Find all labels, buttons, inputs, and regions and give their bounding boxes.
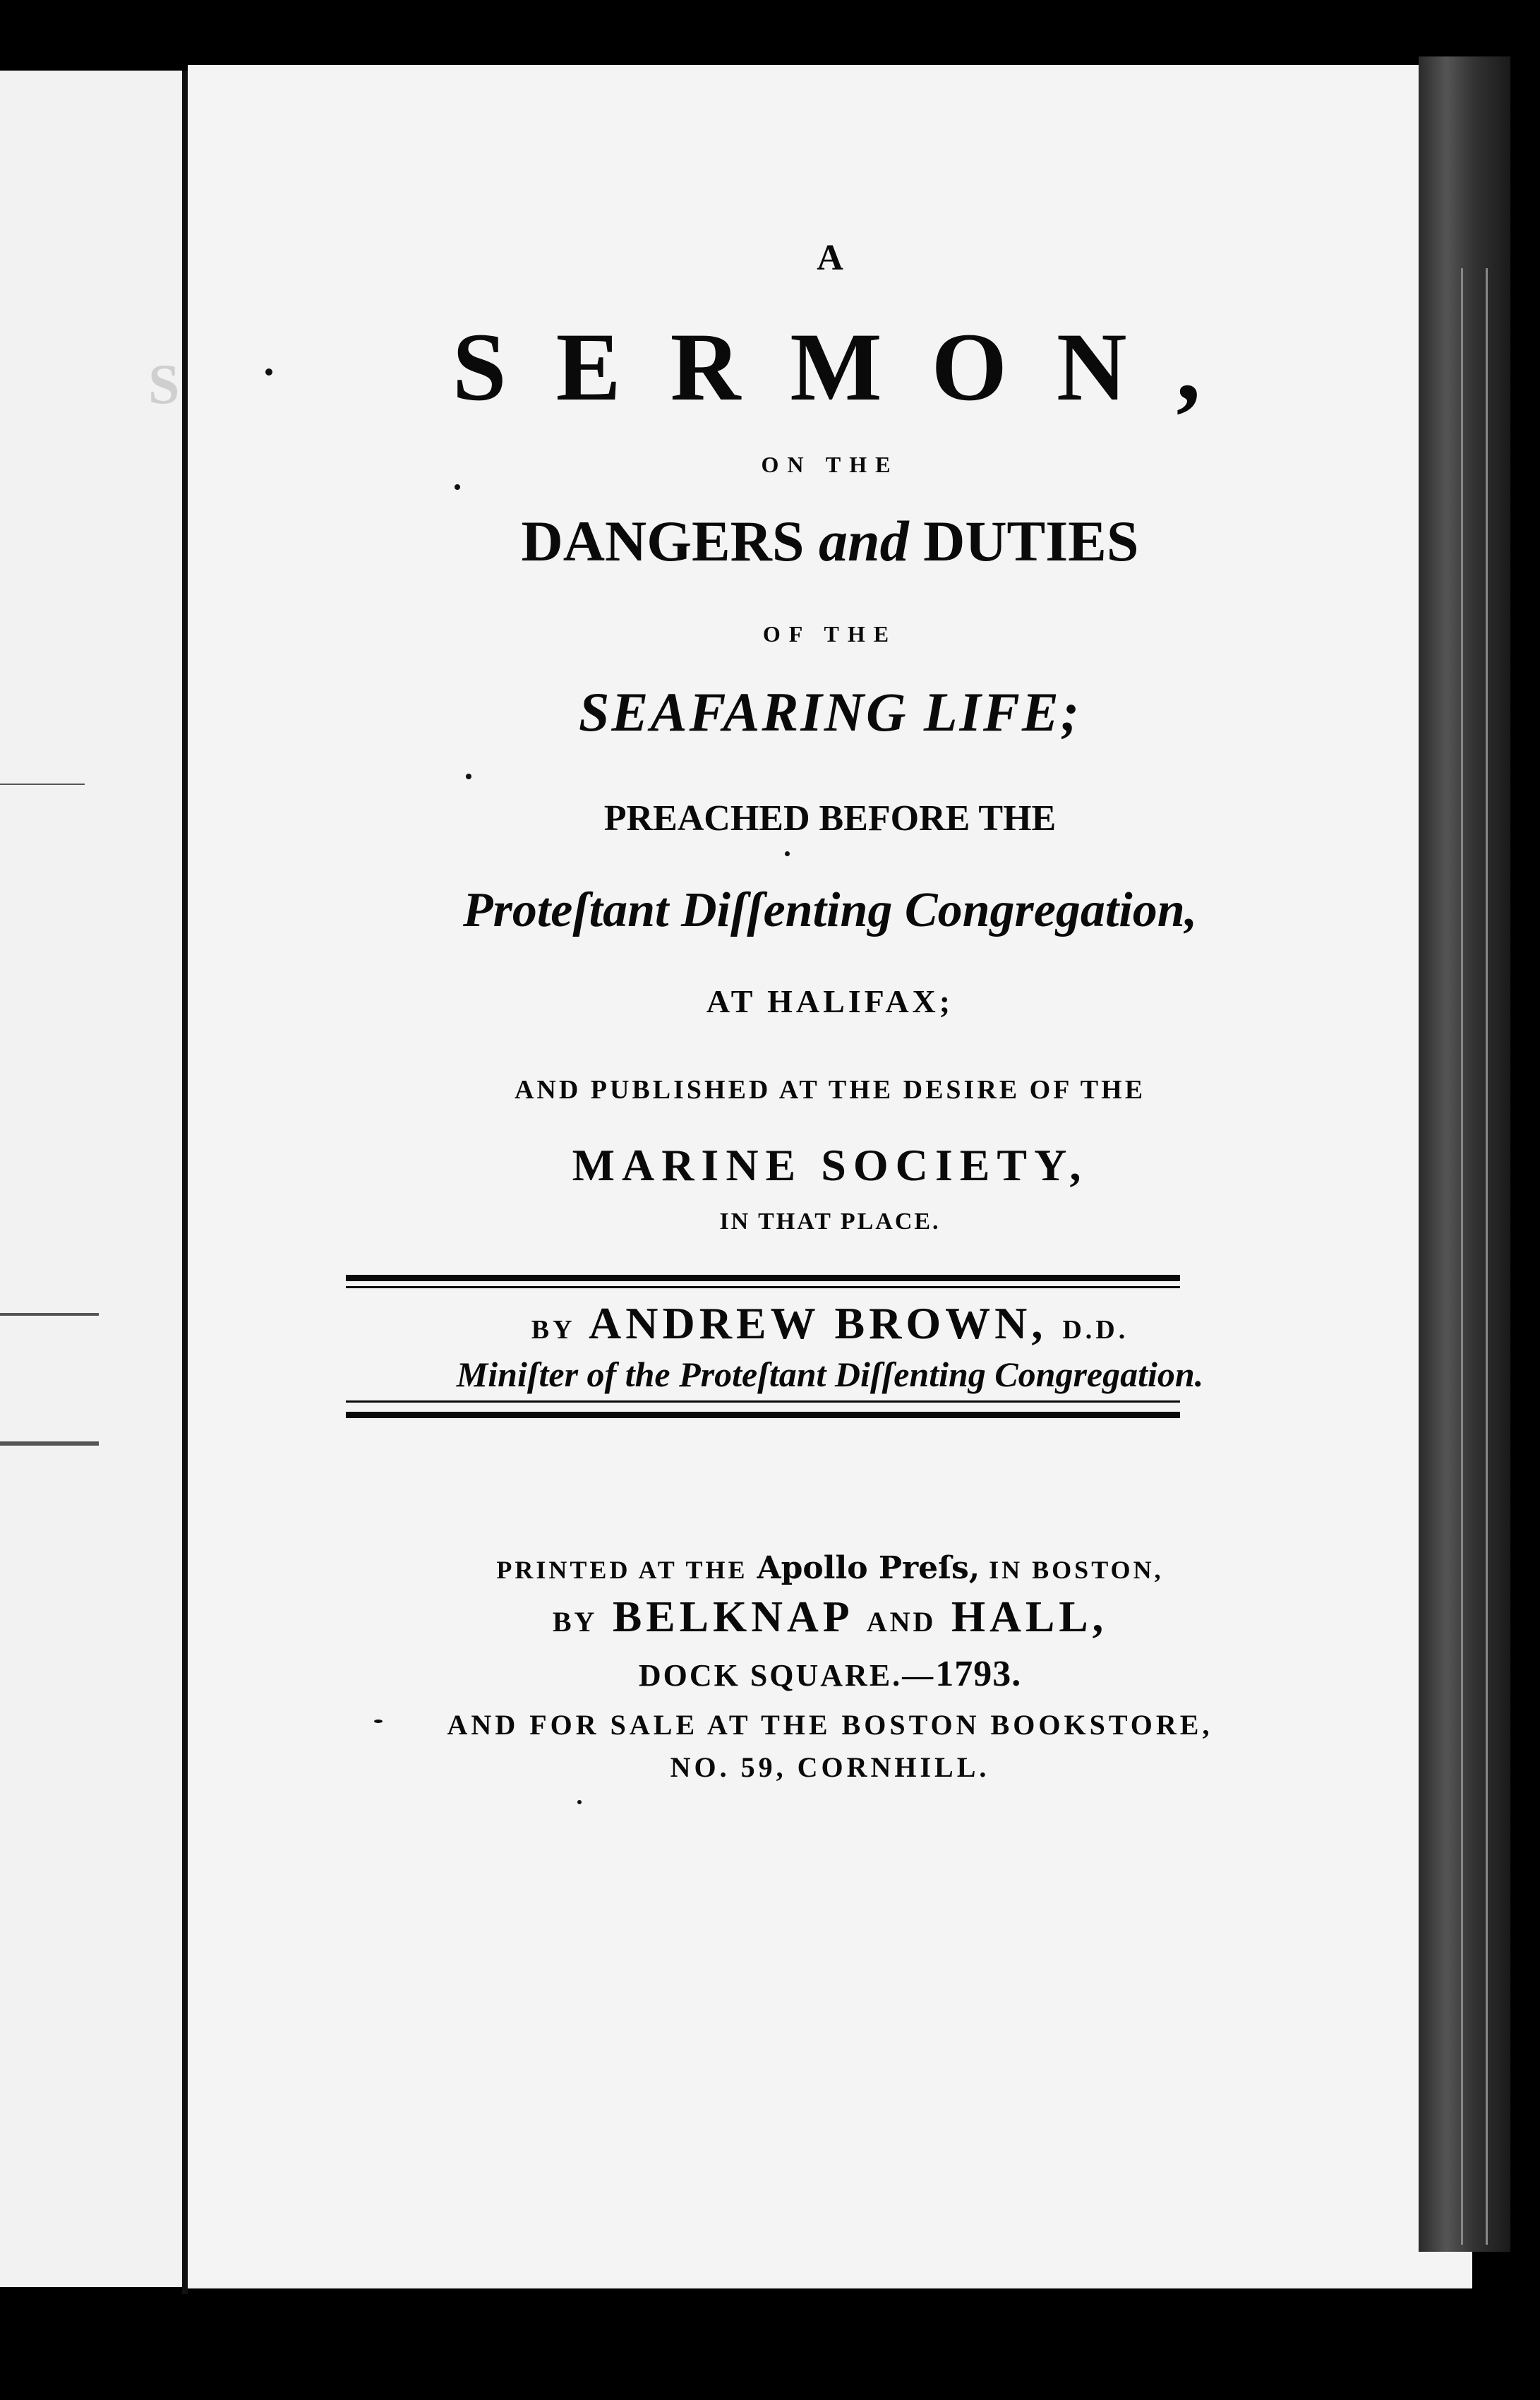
society-line: MARINE SOCIETY, <box>572 1140 1088 1190</box>
imprint-year: 1793. <box>935 1654 1022 1694</box>
and-word: and <box>819 509 909 573</box>
duties-word: DUTIES <box>923 509 1139 573</box>
dock-square: DOCK SQUARE.— <box>638 1658 936 1693</box>
rule-upper-thick <box>346 1275 1180 1281</box>
ink-speck <box>374 1720 383 1723</box>
imprint-by: BY <box>552 1606 598 1638</box>
of-the-line: OF THE <box>762 621 898 647</box>
halifax-line: AT HALIFAX; <box>706 983 954 1019</box>
rule-lower-thin <box>346 1400 1180 1403</box>
edge-line <box>1486 268 1488 2245</box>
published-line: AND PUBLISHED AT THE DESIRE OF THE <box>514 1075 1146 1105</box>
facing-page-rule <box>0 1441 99 1446</box>
printer-belknap: BELKNAP <box>612 1593 852 1641</box>
imprint-printers-line <box>188 1592 1472 1643</box>
imprint-sale-line: AND FOR SALE AT THE BOSTON BOOKSTORE, <box>447 1709 1213 1741</box>
imprint-printed-line <box>188 1550 1472 1586</box>
ink-speck <box>265 368 272 376</box>
on-the-line: ON THE <box>761 452 899 477</box>
author-name: ANDREW BROWN, <box>589 1298 1047 1348</box>
ink-speck <box>785 851 790 856</box>
imprint-cornhill-line: NO. 59, CORNHILL. <box>670 1751 990 1783</box>
author-line <box>188 1297 1472 1350</box>
author-degree: D.D. <box>1062 1315 1129 1345</box>
ink-speck <box>466 774 471 779</box>
in-boston: IN BOSTON, <box>989 1556 1164 1584</box>
printer-hall: HALL, <box>951 1593 1108 1641</box>
ink-speck <box>577 1800 582 1804</box>
gutter-line <box>182 71 188 2294</box>
main-title: SERMON, <box>452 313 1251 421</box>
imprint-and: AND <box>866 1606 937 1638</box>
facing-page-bleed: S <box>148 354 180 416</box>
by-word: BY <box>531 1315 576 1345</box>
congregation-line: Proteſtant Diſſenting Congregation, <box>462 883 1198 937</box>
facing-page-rule <box>0 1313 99 1316</box>
title-article: A <box>817 238 843 278</box>
printed-at-the: PRINTED AT THE <box>496 1556 748 1584</box>
preached-line: PREACHED BEFORE THE <box>603 798 1057 839</box>
imprint-address-line <box>188 1653 1472 1695</box>
seafaring-line: SEAFARING LIFE; <box>579 681 1081 743</box>
dangers-word: DANGERS <box>521 509 805 573</box>
facing-page-rule <box>0 784 85 785</box>
ink-speck <box>455 484 460 490</box>
dangers-duties-line <box>188 508 1472 575</box>
place-line: IN THAT PLACE. <box>719 1208 941 1235</box>
facing-page <box>0 71 185 2287</box>
rule-lower-thick <box>346 1412 1180 1418</box>
author-role: Miniſter of the Proteſtant Diſſenting Congregation. <box>456 1355 1204 1394</box>
rule-upper-thin <box>346 1286 1180 1288</box>
press-name: Apollo Preſs, <box>757 1550 980 1586</box>
